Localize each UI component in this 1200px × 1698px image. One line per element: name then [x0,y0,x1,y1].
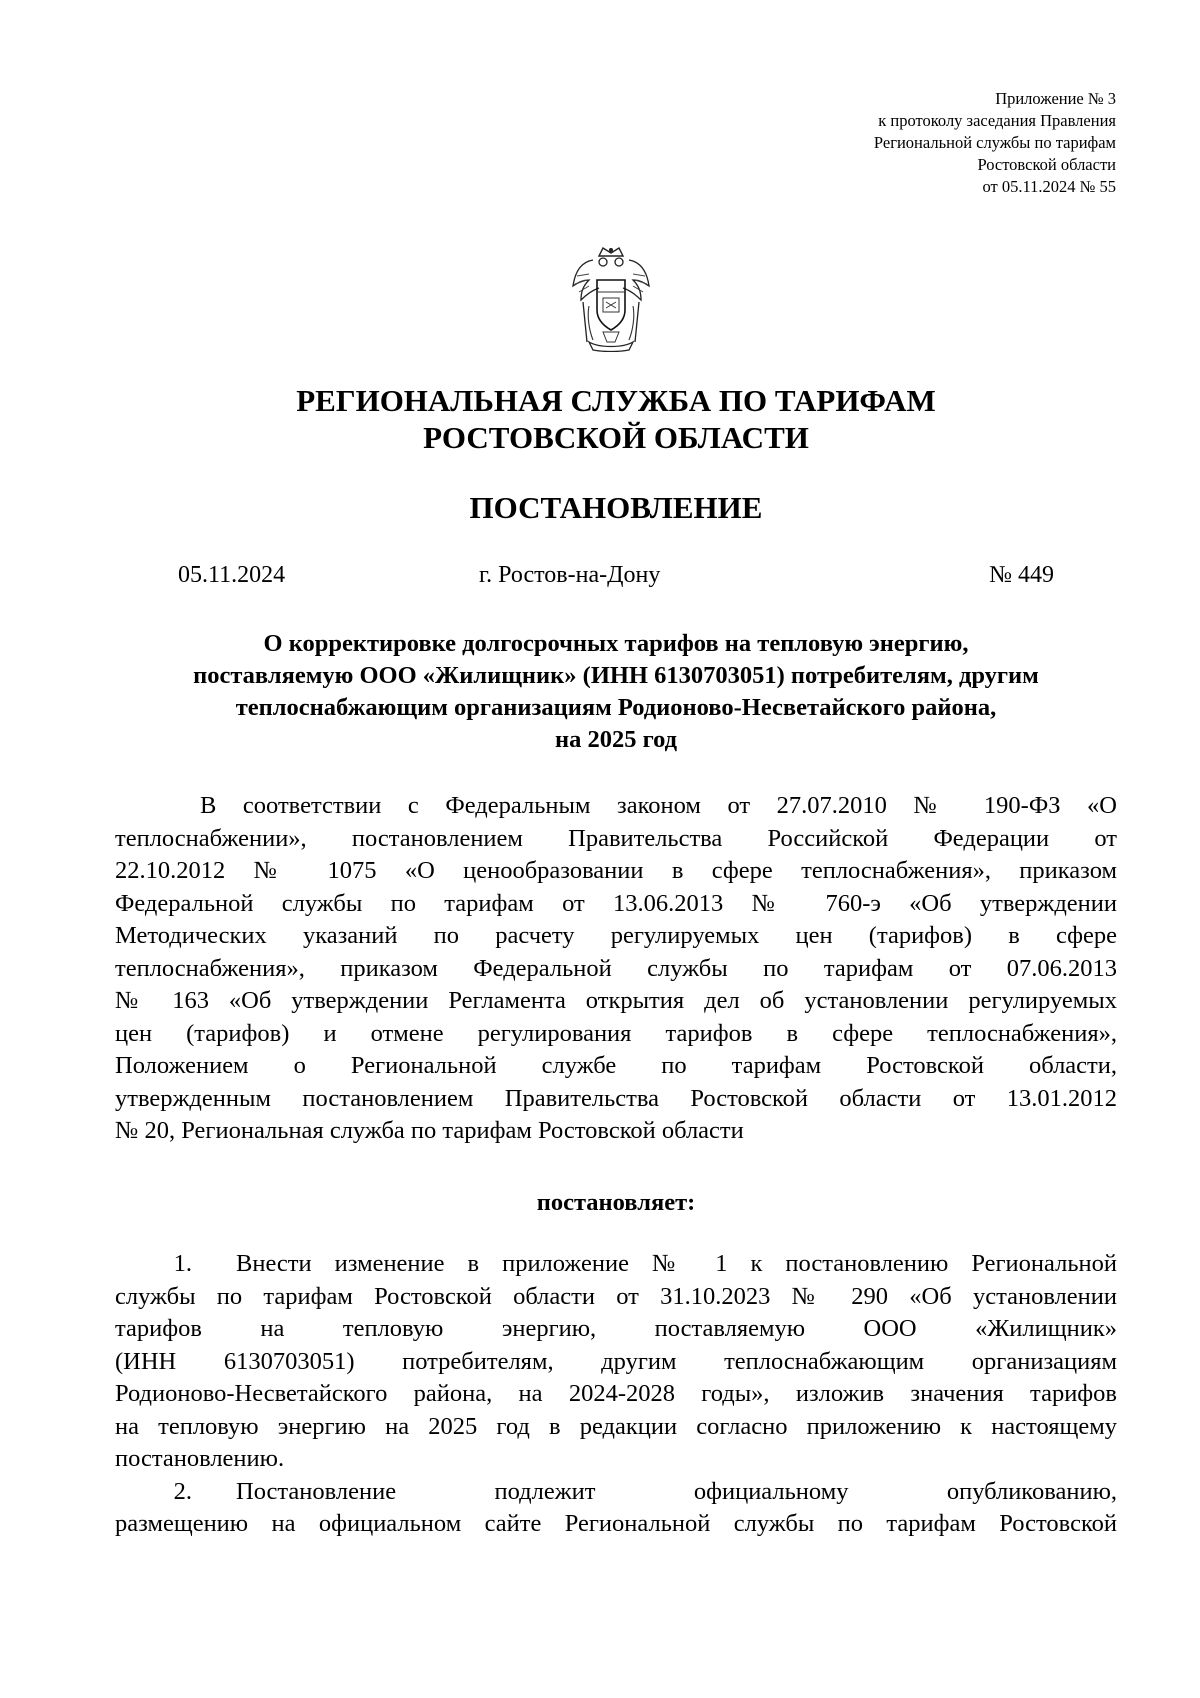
item-line: размещению на официальном сайте Региональной службы по тарифам Ростовской [115,1510,1117,1537]
preamble-line: цен (тарифов) и отмене регулирования тарифов в сфере теплоснабжения», [115,1019,1117,1047]
preamble-line: утвержденным постановлением Правительства Ростовской области от 13.01.2012 [115,1084,1117,1112]
item-line: постановлению. [115,1445,285,1472]
coat-of-arms-icon [563,246,659,352]
preamble-line: № 163 «Об утверждении Регламента открытия дел об установлении регулируемых [115,987,1117,1014]
item-line: Родионово-Несветайского района, на 2024-2028 годы», изложив значения тарифов [115,1380,1117,1407]
item-2-first-line [115,1476,1117,1509]
resolution-items [115,1248,1117,1541]
appendix-line: к протоколу заседания Правления [878,111,1116,130]
preamble-line: Федеральной службы по тарифам от 13.06.2013 № 760-э «Об утверждении [115,889,1117,917]
item-first-line-text: Внести изменение в приложение № 1 к постановлению Региональной [236,1250,1117,1277]
item-line: службы по тарифам Ростовской области от 31.10.2023 № 290 «Об установлении [115,1282,1117,1310]
preamble-line: Положением о Региональной службе по тарифам Ростовской области, [115,1052,1117,1079]
appendix-line: от 05.11.2024 № 55 [982,177,1116,196]
preamble-paragraph [115,790,1117,1148]
document-type-title: ПОСТАНОВЛЕНИЕ [469,490,763,525]
item-line: тарифов на тепловую энергию, поставляемую ООО «Жилищник» [115,1315,1117,1342]
organization-name [0,382,1200,456]
org-line: РОСТОВСКОЙ ОБЛАСТИ [423,420,809,455]
preamble-line: теплоснабжении», постановлением Правительства Российской Федерации от [115,824,1117,852]
appendix-note [874,88,1116,198]
subject-line: теплоснабжающим организациям Родионово-Несветайского района, [235,694,997,721]
preamble-line: теплоснабжения», приказом Федеральной службы по тарифам от 07.06.2013 [115,954,1117,982]
item-1-first-line [115,1248,1117,1281]
preamble-line: 22.10.2012 № 1075 «О ценообразовании в сфере теплоснабжения», приказом [115,857,1117,884]
appendix-line: Региональной службы по тарифам [873,133,1116,152]
document-city: г. Ростов-на-Дону [479,562,661,588]
subject-line: на 2025 год [554,726,678,753]
document-subject [100,628,1132,756]
item-number: 2. [173,1477,192,1505]
appendix-line: Приложение № 3 [995,89,1116,108]
resolves-heading: постановляет: [536,1189,696,1216]
document-number: № 449 [989,562,1054,588]
item-line: на тепловую энергию на 2025 год в редакции согласно приложению к настоящему [115,1412,1117,1440]
document-date: 05.11.2024 [178,562,286,588]
item-line: (ИНН 6130703051) потребителям, другим теплоснабжающим организациям [115,1347,1117,1375]
preamble-line: Методических указаний по расчету регулируемых цен (тарифов) в сфере [115,922,1117,949]
preamble-line: В соответствии с Федеральным законом от 27.07.2010 № 190-ФЗ «О [200,792,1117,819]
item-number: 1. [173,1250,192,1277]
item-first-line-text: Постановление подлежит официальному опубликованию, [236,1477,1117,1505]
subject-line: О корректировке долгосрочных тарифов на тепловую энергию, [263,630,969,657]
preamble-line: № 20, Региональная служба по тарифам Ростовской области [115,1117,744,1144]
subject-line: поставляемую ООО «Жилищник» (ИНН 6130703051) потребителям, другим [193,662,1039,689]
appendix-line: Ростовской области [977,155,1116,174]
org-line: РЕГИОНАЛЬНАЯ СЛУЖБА ПО ТАРИФАМ [296,383,936,418]
